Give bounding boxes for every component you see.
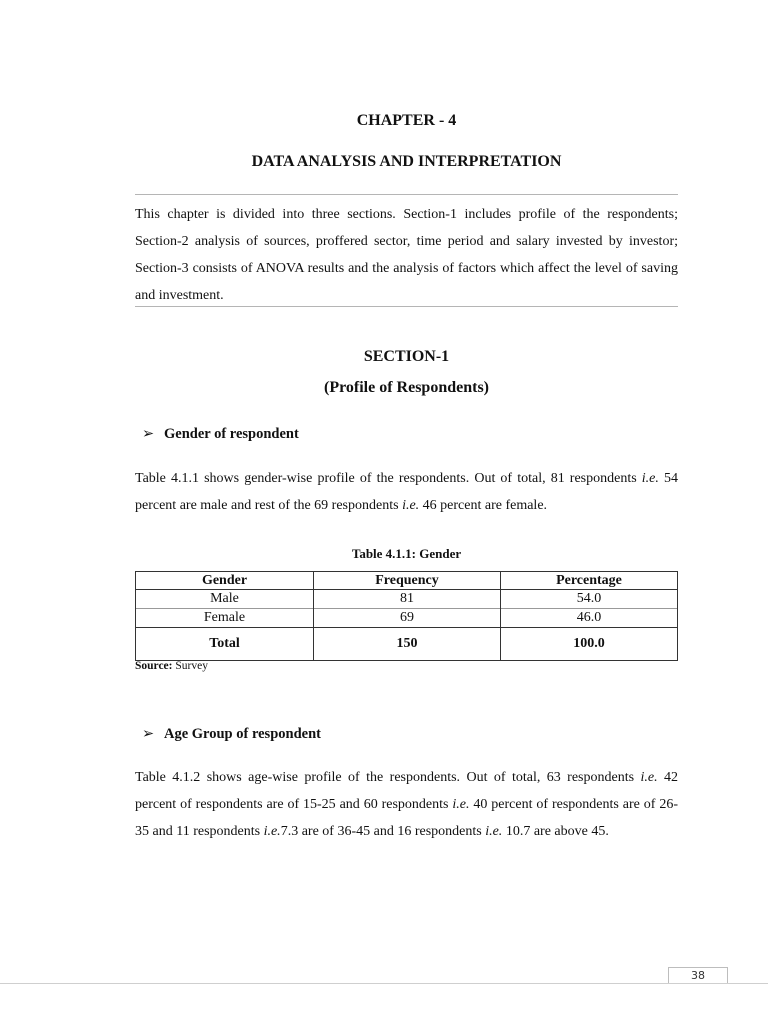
age-text-2: 42 percent of respondents are of 15-25 and 60 respondents [135,770,679,812]
cell-percentage: 46.0 [501,609,678,628]
intro-bottom-rule [135,306,678,307]
age-ie-1: i.e. [640,770,658,785]
intro-top-rule [135,194,678,195]
table-row [136,609,678,628]
header-percentage: Percentage [501,572,678,590]
age-ie-3: i.e. [263,824,281,839]
age-paragraph [135,764,678,845]
footer-rule [0,983,768,984]
gender-text-1: Table 4.1.1 shows gender-wise profile of the respondents. Out of total, 81 respondents [135,471,642,486]
table-source [135,660,208,672]
cell-frequency: 81 [314,590,501,609]
age-bullet-item [142,726,321,743]
source-label: Source: [135,660,173,672]
total-percentage: 100.0 [501,628,678,661]
chapter-title: DATA ANALYSIS AND INTERPRETATION [251,153,562,170]
cell-percentage: 54.0 [501,590,678,609]
chapter-intro: This chapter is divided into three sections. Section-1 includes profile of the respondents; Section-2 analysis of sources, proffered sector, time period and salary invested by investor; Section-3 consists of ANOVA results and the analysis of factors which affect the level of saving and investment. [135,207,678,303]
arrowhead-bullet-icon: ➢ [142,726,155,742]
age-text-4: 7.3 are of 36-45 and 16 respondents [280,824,486,839]
table-header-row [136,572,678,590]
age-ie-2: i.e. [452,797,470,812]
gender-text-3: 46 percent are female. [419,498,548,513]
cell-gender: Male [136,590,314,609]
arrowhead-bullet-icon: ➢ [142,426,155,442]
gender-ie-2: i.e. [402,498,420,513]
section-heading: SECTION-1 [363,348,450,365]
header-frequency: Frequency [314,572,501,590]
cell-frequency: 69 [314,609,501,628]
section-subheading: (Profile of Respondents) [323,379,490,396]
table-total-row [136,628,678,661]
header-gender: Gender [136,572,314,590]
age-text-3: 40 percent of respondents are of 26-35 and 11 respondents [135,797,678,839]
source-value: Survey [172,660,208,672]
chapter-number: CHAPTER - 4 [356,112,457,129]
total-frequency: 150 [314,628,501,661]
gender-bullet-item [142,426,299,443]
age-bullet-label: Age Group of respondent [164,726,321,742]
gender-paragraph [135,465,678,519]
cell-gender: Female [136,609,314,628]
gender-table [135,571,678,661]
page-number: 38 [668,967,728,983]
table-row [136,590,678,609]
age-text-1: Table 4.1.2 shows age-wise profile of the respondents. Out of total, 63 respondents [135,770,641,785]
total-label: Total [136,628,314,661]
gender-text-2: 54 percent are male and rest of the 69 respondents [135,471,678,513]
age-text-5: 10.7 are above 45. [502,824,609,839]
table-caption: Table 4.1.1: Gender [351,546,462,561]
age-ie-4: i.e. [485,824,503,839]
gender-bullet-label: Gender of respondent [164,426,299,442]
gender-ie-1: i.e. [641,471,659,486]
